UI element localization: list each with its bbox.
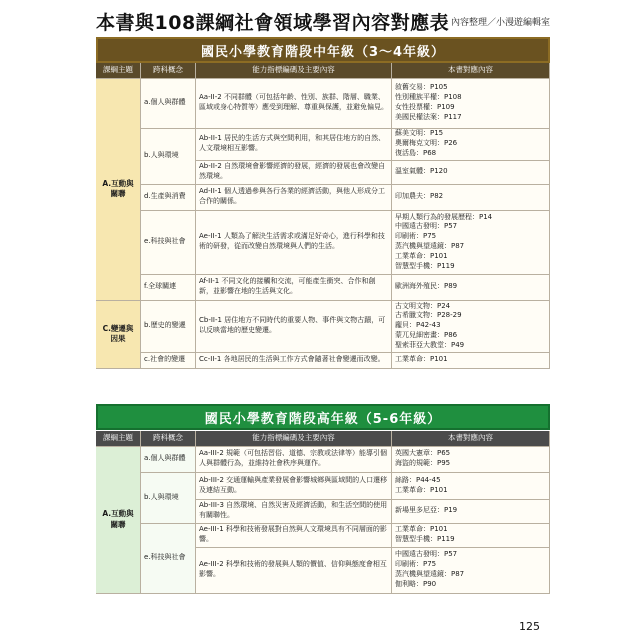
page-ref: 古文明文物：P24 [395,301,451,310]
pages-cell [392,353,550,369]
page-ref: 英國大憲章：P65 [395,449,451,458]
page-ref: 工業革命：P101 [395,251,448,260]
page-ref: 溫室氣體：P120 [395,167,448,176]
pages-cell [392,548,550,594]
table-header-cell: 本書對應內容 [392,431,550,447]
page-ref: 女性投票權：P109 [395,103,455,111]
page-ref: 海盜的規範：P95 [395,459,451,467]
page-ref: 早期人類行為的發展歷程：P14 [395,212,493,221]
page-ref: 奧爾梅克文明：P26 [395,139,458,148]
section-banner-label: 國民小學教育階段高年級（5-6年級） [204,411,442,427]
indicator-cell: Ab-II-2 自然環境會影響經濟的發展，經濟的發展也會改變自然環境。 [196,161,392,185]
page-ref: 中國遠古發明：P57 [395,550,458,559]
page-ref: 智慧型手機：P119 [395,261,455,270]
indicator-cell: Ae-II-1 人類為了解決生活需求或滿足好奇心，進行科學和技術的研發，從而改變自然環境與人們的生活。 [196,211,392,275]
table-header-cell: 能力指標編碼及主要內容 [196,63,392,79]
page-ref: 工業革命：P101 [395,355,448,364]
concept-cell: e.科技與社會 [141,524,196,594]
table-header-cell: 本書對應內容 [392,63,550,79]
concept-cell: a.個人與群體 [141,79,196,129]
page-ref: 蒸汽機與望遠鏡：P87 [395,242,465,250]
page-title: 本書與108課綱社會領域學習內容對應表 [96,12,450,34]
section-banner-upper-grades [96,404,550,430]
page-ref: 蒸汽機與望遠鏡：P87 [395,570,465,578]
pages-cell [392,301,550,353]
page-ref: 歐洲海外殖民：P89 [395,282,458,291]
page-ref: 美國民權法案：P117 [395,112,462,121]
page-ref: 敘舊交易：P105 [395,83,448,92]
concept-cell: b.人與環境 [141,129,196,185]
indicator-cell: Aa-III-2 規範（可包括習俗、道德、宗教或法律等）能導引個人與群體行為，並維持社會秩序與運作。 [196,447,392,473]
page-ref: 古希臘文物：P28-29 [395,311,462,320]
page-ref: 絲路：P44-45 [395,475,441,484]
indicator-cell: Ab-III-3 自然環境、自然災害及經濟活動，和生活空間的使用有關聯性。 [196,500,392,524]
page-ref: 中國遠古發明：P57 [395,222,458,231]
page-ref: 龐貝：P42-43 [395,321,441,330]
page-ref: 印刷術：P75 [395,560,437,569]
page-number: 125 [519,620,540,633]
indicator-cell: Aa-II-2 不同群體（可包括年齡、性別、族群、階層、職業、區域或身心特質等）應受到理解、尊重與保護，並避免偏見。 [196,79,392,129]
table-header-cell: 跨科概念 [141,63,196,79]
pages-cell [392,447,550,473]
pages-cell [392,500,550,524]
pages-cell [392,275,550,301]
page-ref: 復活島：P68 [395,148,437,157]
page-ref: 工業革命：P101 [395,485,448,494]
indicator-cell: Ae-III-2 科學和技術的發展與人類的價值、信仰與態度會相互影響。 [196,548,392,594]
topic-cell: A.互動與關聯 [96,79,141,301]
mapping-table-middle-grades [96,63,550,369]
concept-cell: f.全球關連 [141,275,196,301]
indicator-cell: Cc-II-1 各地居民的生活與工作方式會隨著社會變遷而改變。 [196,353,392,369]
pages-cell [392,524,550,548]
concept-cell: e.科技與社會 [141,211,196,275]
concept-cell: b.人與環境 [141,473,196,524]
page-ref: 新場里多尼亞：P19 [395,506,458,515]
indicator-cell: Cb-II-1 居住地方不同時代的重要人物、事件與文物古蹟，可以反映當地的歷史變遷。 [196,301,392,353]
page-ref: 伽利略：P90 [395,579,437,588]
concept-cell: a.個人與群體 [141,447,196,473]
pages-cell [392,129,550,161]
pages-cell [392,211,550,275]
page-ref: 智慧型手機：P119 [395,535,455,543]
table-header-cell: 能力指標編碼及主要內容 [196,431,392,447]
topic-cell: A.互動與關聯 [96,447,141,594]
concept-cell: d.生產與消費 [141,185,196,211]
page-ref: 印刷術：P75 [395,232,437,241]
section-banner-label: 國民小學教育階段中年級（3～4年級） [200,44,446,60]
indicator-cell: Ab-II-1 居民的生活方式與空間利用，和其居住地方的自然、人文環境相互影響。 [196,129,392,161]
page-subtitle: 內容整理／小漫遊編輯室 [451,18,551,28]
mapping-table-upper-grades [96,431,550,594]
table-header-cell: 課綱主題 [96,63,141,79]
table-header-cell: 課綱主題 [96,431,141,447]
page-ref: 工業革命：P101 [395,525,448,534]
pages-cell [392,473,550,500]
concept-cell: b.歷史的變遷 [141,301,196,353]
section-banner-middle-grades [96,37,550,63]
pages-cell [392,185,550,211]
table-header-cell: 跨科概念 [141,431,196,447]
page-ref: 蘇美文明：P15 [395,129,444,138]
page-ref: 聖索菲亞大教堂：P49 [395,340,465,349]
indicator-cell: Ab-III-2 交通運輸與產業發展會影響城鄉與區域間的人口遷移及連結互動。 [196,473,392,500]
page-ref: 印加農夫：P82 [395,192,444,201]
indicator-cell: Af-II-1 不同文化的接觸和交流，可能產生衝突、合作和創新，並影響在地的生活與文化。 [196,275,392,301]
indicator-cell: Ad-II-1 個人透過參與各行各業的經濟活動，與他人形成分工合作的關係。 [196,185,392,211]
pages-cell [392,161,550,185]
page-ref: 蒙兀兒細密畫：P86 [395,330,458,339]
concept-cell: c.社會的變遷 [141,353,196,369]
pages-cell [392,79,550,129]
topic-cell: C.變遷與因果 [96,301,141,369]
indicator-cell: Ae-III-1 科學和技術發展對自然與人文環境具有不同層面的影響。 [196,524,392,548]
page-ref: 性別種族平權：P108 [395,93,462,102]
